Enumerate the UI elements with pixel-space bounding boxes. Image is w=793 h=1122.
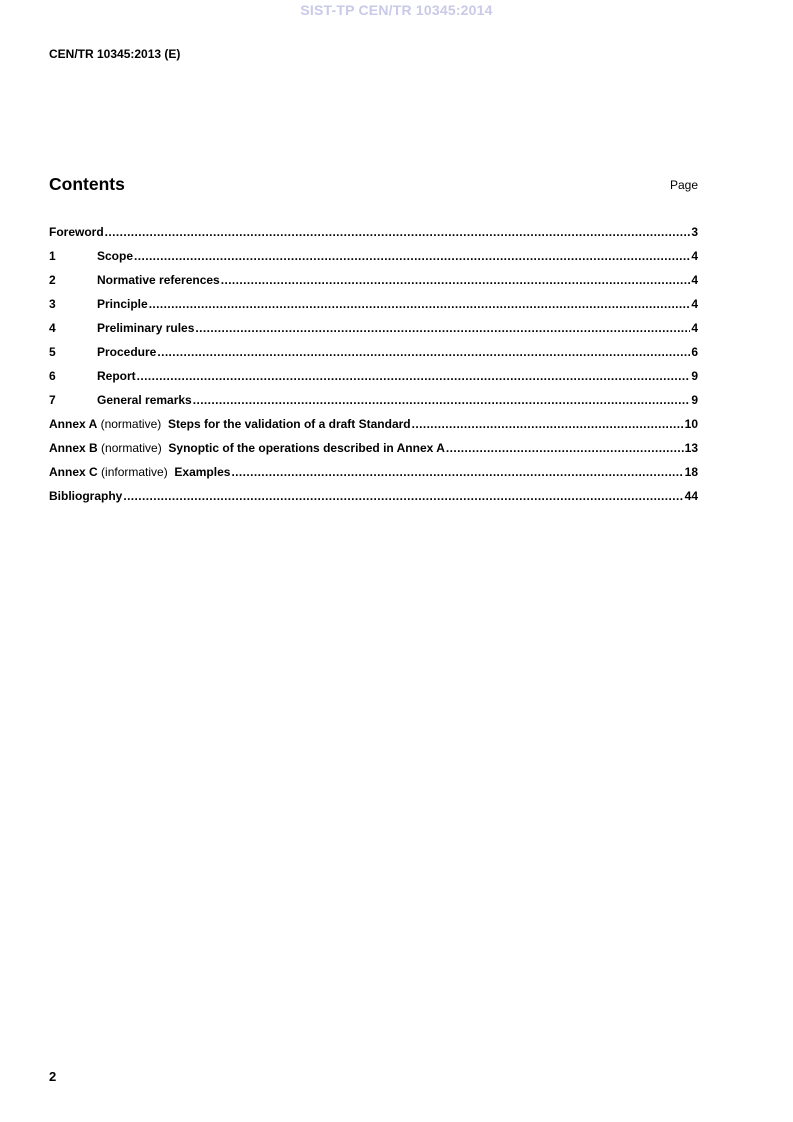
toc-entry-number: 4 bbox=[49, 321, 56, 335]
page-column-label: Page bbox=[669, 178, 698, 192]
toc-entry-number: 2 bbox=[49, 273, 56, 287]
toc-leader bbox=[446, 440, 684, 456]
toc-leader bbox=[195, 320, 690, 336]
toc-entry-report[interactable] bbox=[49, 368, 698, 392]
toc-entry-title: Scope bbox=[97, 249, 134, 263]
toc-entry-page: 4 bbox=[691, 297, 698, 311]
toc-entry-bibliography[interactable] bbox=[49, 488, 698, 512]
toc-entry-page: 4 bbox=[691, 249, 698, 263]
toc-entry-annex-label: Annex B bbox=[49, 441, 98, 455]
toc-entry-title: Foreword bbox=[49, 225, 104, 239]
toc-entry-principle[interactable] bbox=[49, 296, 698, 320]
toc-leader bbox=[193, 392, 691, 408]
toc-entry-page: 10 bbox=[684, 417, 698, 431]
toc-leader bbox=[231, 464, 683, 480]
toc-entry-normative-references[interactable] bbox=[49, 272, 698, 296]
toc-entry-title: Steps for the validation of a draft Standard bbox=[167, 417, 411, 431]
toc-entry-annex-qualifier: (normative) bbox=[100, 417, 162, 431]
toc-entry-title: Procedure bbox=[97, 345, 157, 359]
contents-title: Contents bbox=[49, 174, 125, 194]
toc-leader bbox=[221, 272, 691, 288]
toc-entry-preliminary-rules[interactable] bbox=[49, 320, 698, 344]
toc-entry-page: 6 bbox=[691, 345, 698, 359]
watermark: SIST-TP CEN/TR 10345:2014 bbox=[300, 2, 493, 18]
toc-leader bbox=[412, 416, 684, 432]
toc-entry-page: 3 bbox=[691, 225, 698, 239]
toc-entry-number: 7 bbox=[49, 393, 56, 407]
toc-entry-annex-qualifier: (normative) bbox=[101, 441, 162, 455]
toc-entry-page: 18 bbox=[684, 465, 698, 479]
toc-entry-foreword[interactable] bbox=[49, 224, 698, 248]
document-id: CEN/TR 10345:2013 (E) bbox=[49, 47, 181, 61]
toc-leader bbox=[134, 248, 690, 264]
toc-entry-title: Report bbox=[97, 369, 136, 383]
toc-entry-number: 5 bbox=[49, 345, 56, 359]
toc-leader bbox=[105, 224, 691, 240]
toc-entry-page: 4 bbox=[691, 321, 698, 335]
toc-leader bbox=[137, 368, 691, 384]
toc-entry-procedure[interactable] bbox=[49, 344, 698, 368]
toc-entry-page: 13 bbox=[684, 441, 698, 455]
toc-entry-number: 6 bbox=[49, 369, 56, 383]
toc-entry-title: General remarks bbox=[97, 393, 192, 407]
toc-entry-title: Synoptic of the operations described in Annex A bbox=[168, 441, 445, 455]
toc-entry-page: 9 bbox=[691, 393, 698, 407]
toc-entry-title: Preliminary rules bbox=[97, 321, 195, 335]
toc-entry-title: Examples bbox=[174, 465, 231, 479]
toc-entry-scope[interactable] bbox=[49, 248, 698, 272]
table-of-contents bbox=[49, 224, 698, 512]
toc-leader bbox=[157, 344, 690, 360]
toc-entry-annex-label: Annex C bbox=[49, 465, 98, 479]
toc-entry-title: Normative references bbox=[97, 273, 220, 287]
toc-leader bbox=[123, 488, 683, 504]
toc-entry-annex-label: Annex A bbox=[49, 417, 98, 431]
toc-entry-page: 4 bbox=[691, 273, 698, 287]
toc-entry-annex-a[interactable] bbox=[49, 416, 698, 440]
toc-entry-page: 44 bbox=[684, 489, 698, 503]
toc-entry-title: Bibliography bbox=[49, 489, 123, 503]
toc-entry-page: 9 bbox=[691, 369, 698, 383]
toc-entry-general-remarks[interactable] bbox=[49, 392, 698, 416]
toc-entry-number: 3 bbox=[49, 297, 56, 311]
toc-entry-annex-b[interactable] bbox=[49, 440, 698, 464]
page-number: 2 bbox=[49, 1069, 57, 1084]
toc-entry-annex-qualifier: (informative) bbox=[101, 465, 168, 479]
toc-entry-number: 1 bbox=[49, 249, 56, 263]
toc-entry-annex-c[interactable] bbox=[49, 464, 698, 488]
toc-entry-title: Principle bbox=[97, 297, 148, 311]
toc-leader bbox=[149, 296, 691, 312]
